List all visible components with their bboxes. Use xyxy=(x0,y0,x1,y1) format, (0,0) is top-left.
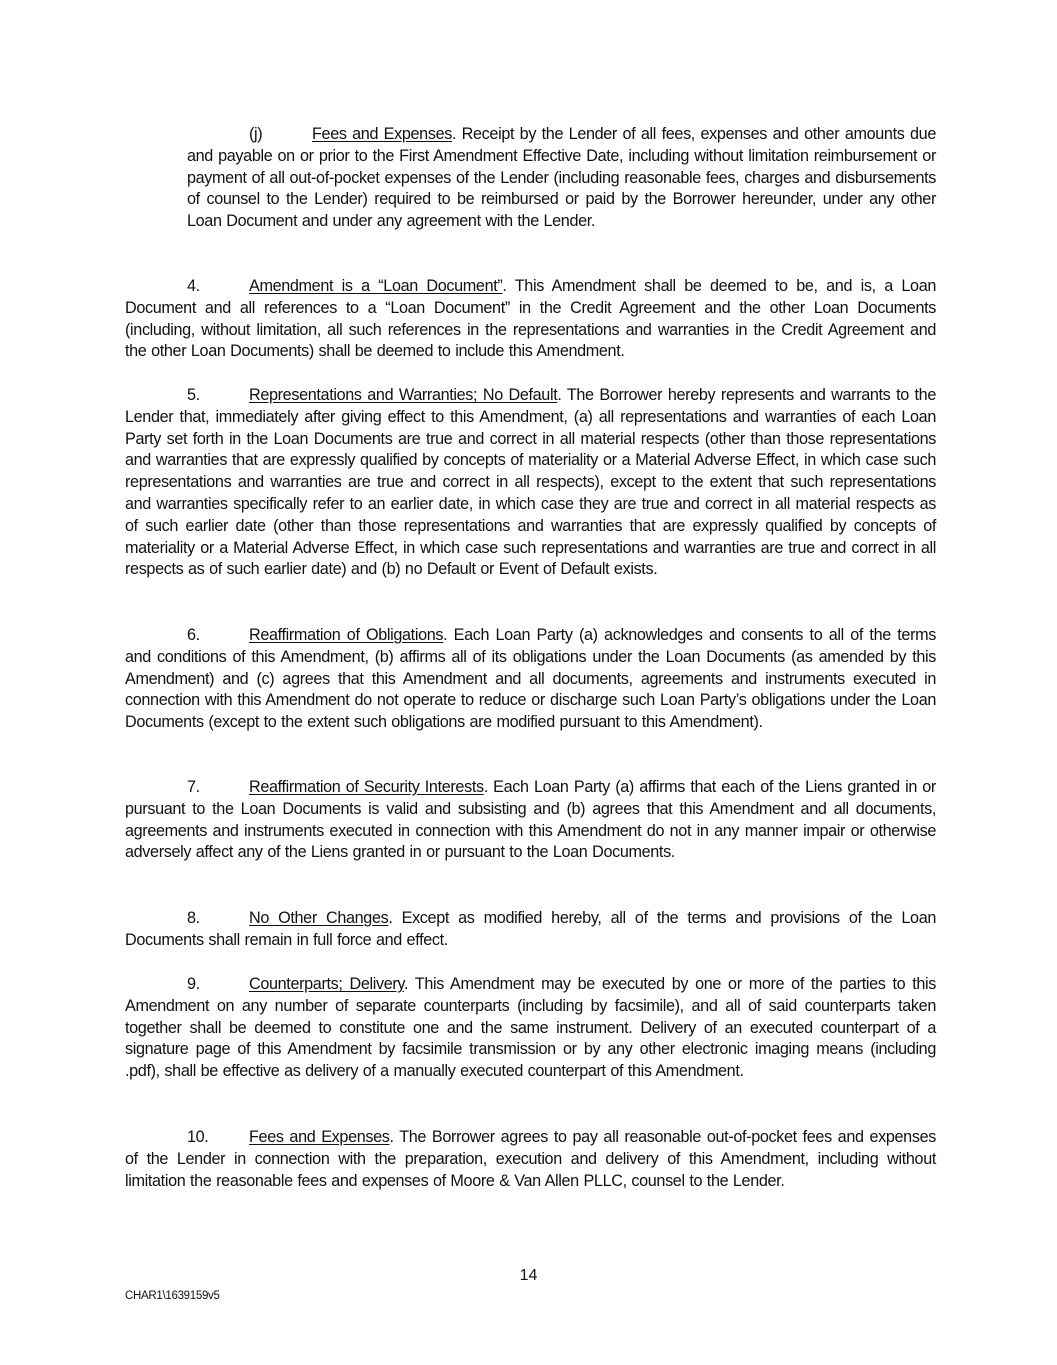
section-text: . Each Loan Party (a) affirms that each of the Liens granted in or pursuant to the Loan Documents is valid and subsisting and (b) agrees that this Amendment and all documents, agreements and instruments executed in connection with this Amendment do not in any manner impair or otherwise adversely affect any of the Liens granted in or pursuant to the Loan Documents. xyxy=(125,778,936,862)
document-id: CHAR1\1639159v5 xyxy=(125,1290,220,1302)
section-heading: Representations and Warranties; No Default xyxy=(249,386,558,404)
section-10 xyxy=(125,1127,936,1192)
section-number: 10. xyxy=(187,1128,209,1146)
section-text: . This Amendment shall be deemed to be, and is, a Loan Document and all references to a “Loan Document” in the Credit Agreement and the other Loan Documents (including, without limitation, all such references in the representations and warranties in the Credit Agreement and the other Loan Documents) shall be deemed to include this Amendment. xyxy=(125,277,936,361)
section-text: . This Amendment may be executed by one or more of the parties to this Amendment on any number of separate counterparts (including by facsimile), and all of said counterparts taken together shall be deemed to constitute one and the same instrument. Delivery of an executed counterpart of a signature page of this Amendment by facsimile transmission or by any other electronic imaging means (including .pdf), shall be effective as delivery of a manually executed counterpart of this Amendment. xyxy=(125,975,937,1081)
section-number: 8. xyxy=(187,909,200,927)
section-number: (j) xyxy=(249,125,263,143)
section-heading: Counterparts; Delivery xyxy=(249,975,404,993)
section-number: 4. xyxy=(187,277,200,295)
section-text: . The Borrower agrees to pay all reasonable out-of-pocket fees and expenses of the Lender in connection with the preparation, execution and delivery of this Amendment, including without limitation the reasonable fees and expenses of Moore & Van Allen PLLC, counsel to the Lender. xyxy=(125,1128,936,1190)
section-8 xyxy=(125,908,936,952)
section-text: . Except as modified hereby, all of the terms and provisions of the Loan Documents shall remain in full force and effect. xyxy=(125,909,937,949)
section-5 xyxy=(125,385,936,581)
section-j xyxy=(187,124,936,233)
section-text: . Each Loan Party (a) acknowledges and consents to all of the terms and conditions of this Amendment, (b) affirms all of its obligations under the Loan Documents (as amended by this Amendment) and (c) agrees that this Amendment and all documents, agreements and instruments executed in connection with this Amendment do not operate to reduce or discharge such Loan Party’s obligations under the Loan Documents (except to the extent such obligations are modified pursuant to this Amendment). xyxy=(125,626,936,732)
section-text: . The Borrower hereby represents and warrants to the Lender that, immediately after giving effect to this Amendment, (a) all representations and warranties of each Loan Party set forth in the Loan Documents are true and correct in all material respects (other than those representations and warranties that are expressly qualified by concepts of materiality or a Material Adverse Effect, in which case such representations and warranties are true and correct in all respects), except to the extent that such representations and warranties specifically refer to an earlier date, in which case they are true and correct in all material respects as of such earlier date (other than those representations and warranties that are expressly qualified by concepts of materiality or a Material Adverse Effect, in which case such representations and warranties are true and correct in all respects as of such earlier date) and (b) no Default or Event of Default exists. xyxy=(125,386,936,579)
section-heading: Reaffirmation of Security Interests xyxy=(249,778,484,796)
section-7 xyxy=(125,777,936,864)
section-heading: Fees and Expenses xyxy=(312,125,452,143)
page-number: 14 xyxy=(519,1267,538,1284)
section-4 xyxy=(125,276,936,363)
section-6 xyxy=(125,625,936,734)
section-9 xyxy=(125,974,936,1083)
section-heading: No Other Changes xyxy=(249,909,389,927)
section-heading: Fees and Expenses xyxy=(249,1128,390,1146)
section-number: 7. xyxy=(187,778,200,796)
section-number: 9. xyxy=(187,975,200,993)
section-heading: Reaffirmation of Obligations xyxy=(249,626,444,644)
section-number: 5. xyxy=(187,386,200,404)
section-heading: Amendment is a “Loan Document” xyxy=(249,277,503,295)
section-number: 6. xyxy=(187,626,200,644)
section-text: . Receipt by the Lender of all fees, expenses and other amounts due and payable on or prior to the First Amendment Effective Date, including without limitation reimbursement or payment of all out-of-pocket expenses of the Lender (including reasonable fees, charges and disbursements of counsel to the Lender) required to be reimbursed or paid by the Borrower hereunder, under any other Loan Document and under any agreement with the Lender. xyxy=(187,125,936,231)
